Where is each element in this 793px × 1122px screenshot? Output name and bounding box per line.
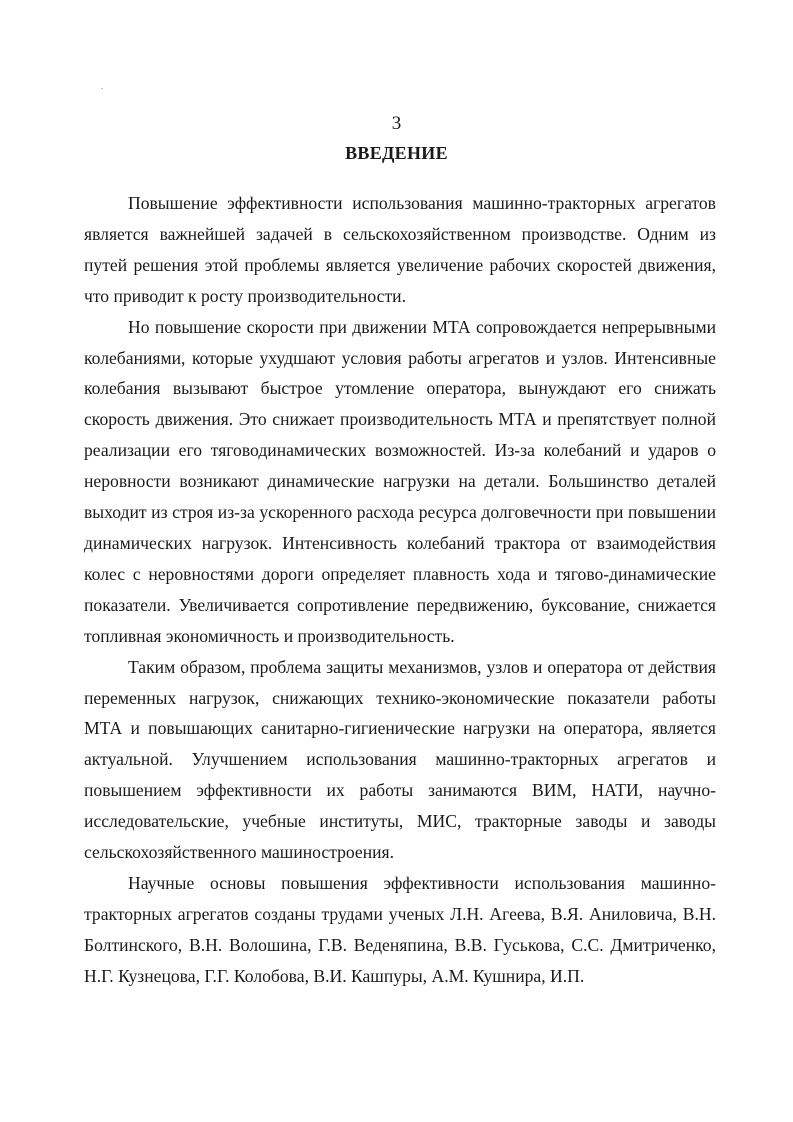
paragraph: Таким образом, проблема защиты механизмов, узлов и оператора от действия переменных нагрузок, снижающих технико-экономические показатели работы МТА и повышающих санитарно-гигиенические нагрузки на оператора, является актуальной. Улучшением использования машинно-тракторных агрегатов и повышением эффективности их работы занимаются ВИМ, НАТИ, научно-исследовательские, учебные институты, МИС, тракторные заводы и заводы сельскохозяйственного машиностроения. [84,656,716,863]
scan-speck [101,88,103,89]
paragraph: Повышение эффективности использования машинно-тракторных агрегатов является важнейшей задачей в сельскохозяйственном производстве. Одним из путей решения этой проблемы является увеличение рабочих скоростей движения, что приводит к росту производительности. [84,193,716,306]
paragraph: Но повышение скорости при движении МТА сопровождается непрерывными колебаниями, которые ухудшают условия работы агрегатов и узлов. Интенсивные колебания вызывают быстрое утомление оператора, вынуждают его снижать скорость движения. Это снижает производительность МТА и препятствует полной реализации его тяговодинамических возможностей. Из-за колебаний и ударов о неровности возникают динамические нагрузки на детали. Большинство деталей выходит из строя из-за ускоренного расхода ресурса долговечности при повышении динамических нагрузок. Интенсивность колебаний трактора от взаимодействия колес с неровностями дороги определяет плавность хода и тягово-динамические показатели. Увеличивается сопротивление передвижению, буксование, снижается топливная экономичность и производительность. [84,316,716,646]
paragraph: Научные основы повышения эффективности использования машинно-тракторных агрегатов созданы трудами ученых Л.Н. Агеева, В.Я. Аниловича, В.Н. Болтинского, В.Н. Волошина, Г.В. Веденяпина, В.В. Гуськова, С.С. Дмитриченко, Н.Г. Кузнецова, Г.Г. Колобова, В.И. Кашпуры, А.М. Кушнира, И.П. [84,872,716,986]
page-number: 3 [391,113,402,134]
body-text [84,188,716,992]
section-heading: ВВЕДЕНИЕ [345,143,448,163]
